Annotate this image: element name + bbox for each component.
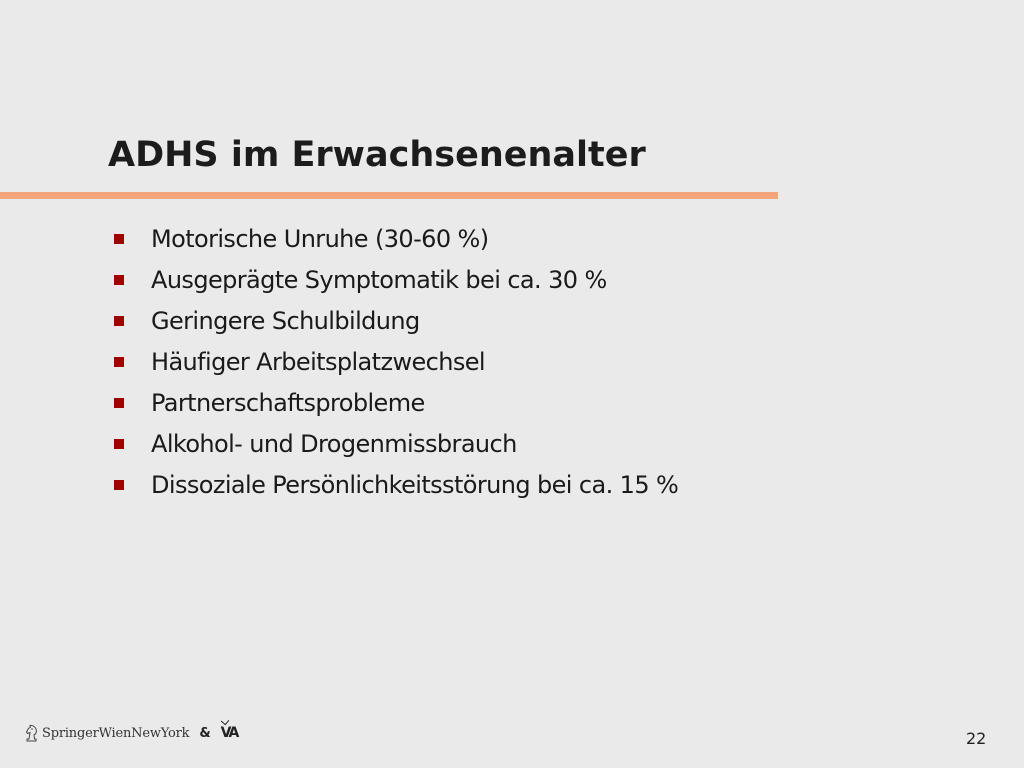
hook-icon — [220, 717, 228, 725]
bullet-text: Dissoziale Persönlichkeitsstörung bei ca. 15 % — [151, 470, 679, 499]
bullet-text: Alkohol- und Drogenmissbrauch — [151, 429, 517, 458]
square-bullet-icon — [114, 275, 124, 285]
list-item — [114, 218, 678, 259]
bullet-text: Häufiger Arbeitsplatzwechsel — [151, 347, 486, 376]
bullet-list — [114, 218, 678, 505]
bullet-text: Ausgeprägte Symptomatik bei ca. 30 % — [151, 265, 607, 294]
partner-logo — [221, 725, 238, 741]
bullet-text: Partnerschaftsprobleme — [151, 388, 425, 417]
square-bullet-icon — [114, 357, 124, 367]
square-bullet-icon — [114, 398, 124, 408]
partner-logo-text: VA — [220, 725, 238, 741]
list-item — [114, 259, 678, 300]
list-item — [114, 382, 678, 423]
publisher-logo — [24, 724, 237, 742]
page-number: 22 — [966, 729, 987, 748]
square-bullet-icon — [114, 439, 124, 449]
square-bullet-icon — [114, 234, 124, 244]
title-underline-rule — [0, 192, 778, 199]
ampersand: & — [199, 725, 211, 741]
bullet-text: Geringere Schulbildung — [151, 306, 420, 335]
list-item — [114, 464, 678, 505]
list-item — [114, 341, 678, 382]
square-bullet-icon — [114, 480, 124, 490]
list-item — [114, 423, 678, 464]
publisher-name: SpringerWienNewYork — [42, 725, 190, 741]
list-item — [114, 300, 678, 341]
square-bullet-icon — [114, 316, 124, 326]
bullet-text: Motorische Unruhe (30-60 %) — [151, 224, 489, 253]
slide-title: ADHS im Erwachsenenalter — [108, 135, 646, 175]
springer-chess-knight-icon — [24, 724, 39, 742]
